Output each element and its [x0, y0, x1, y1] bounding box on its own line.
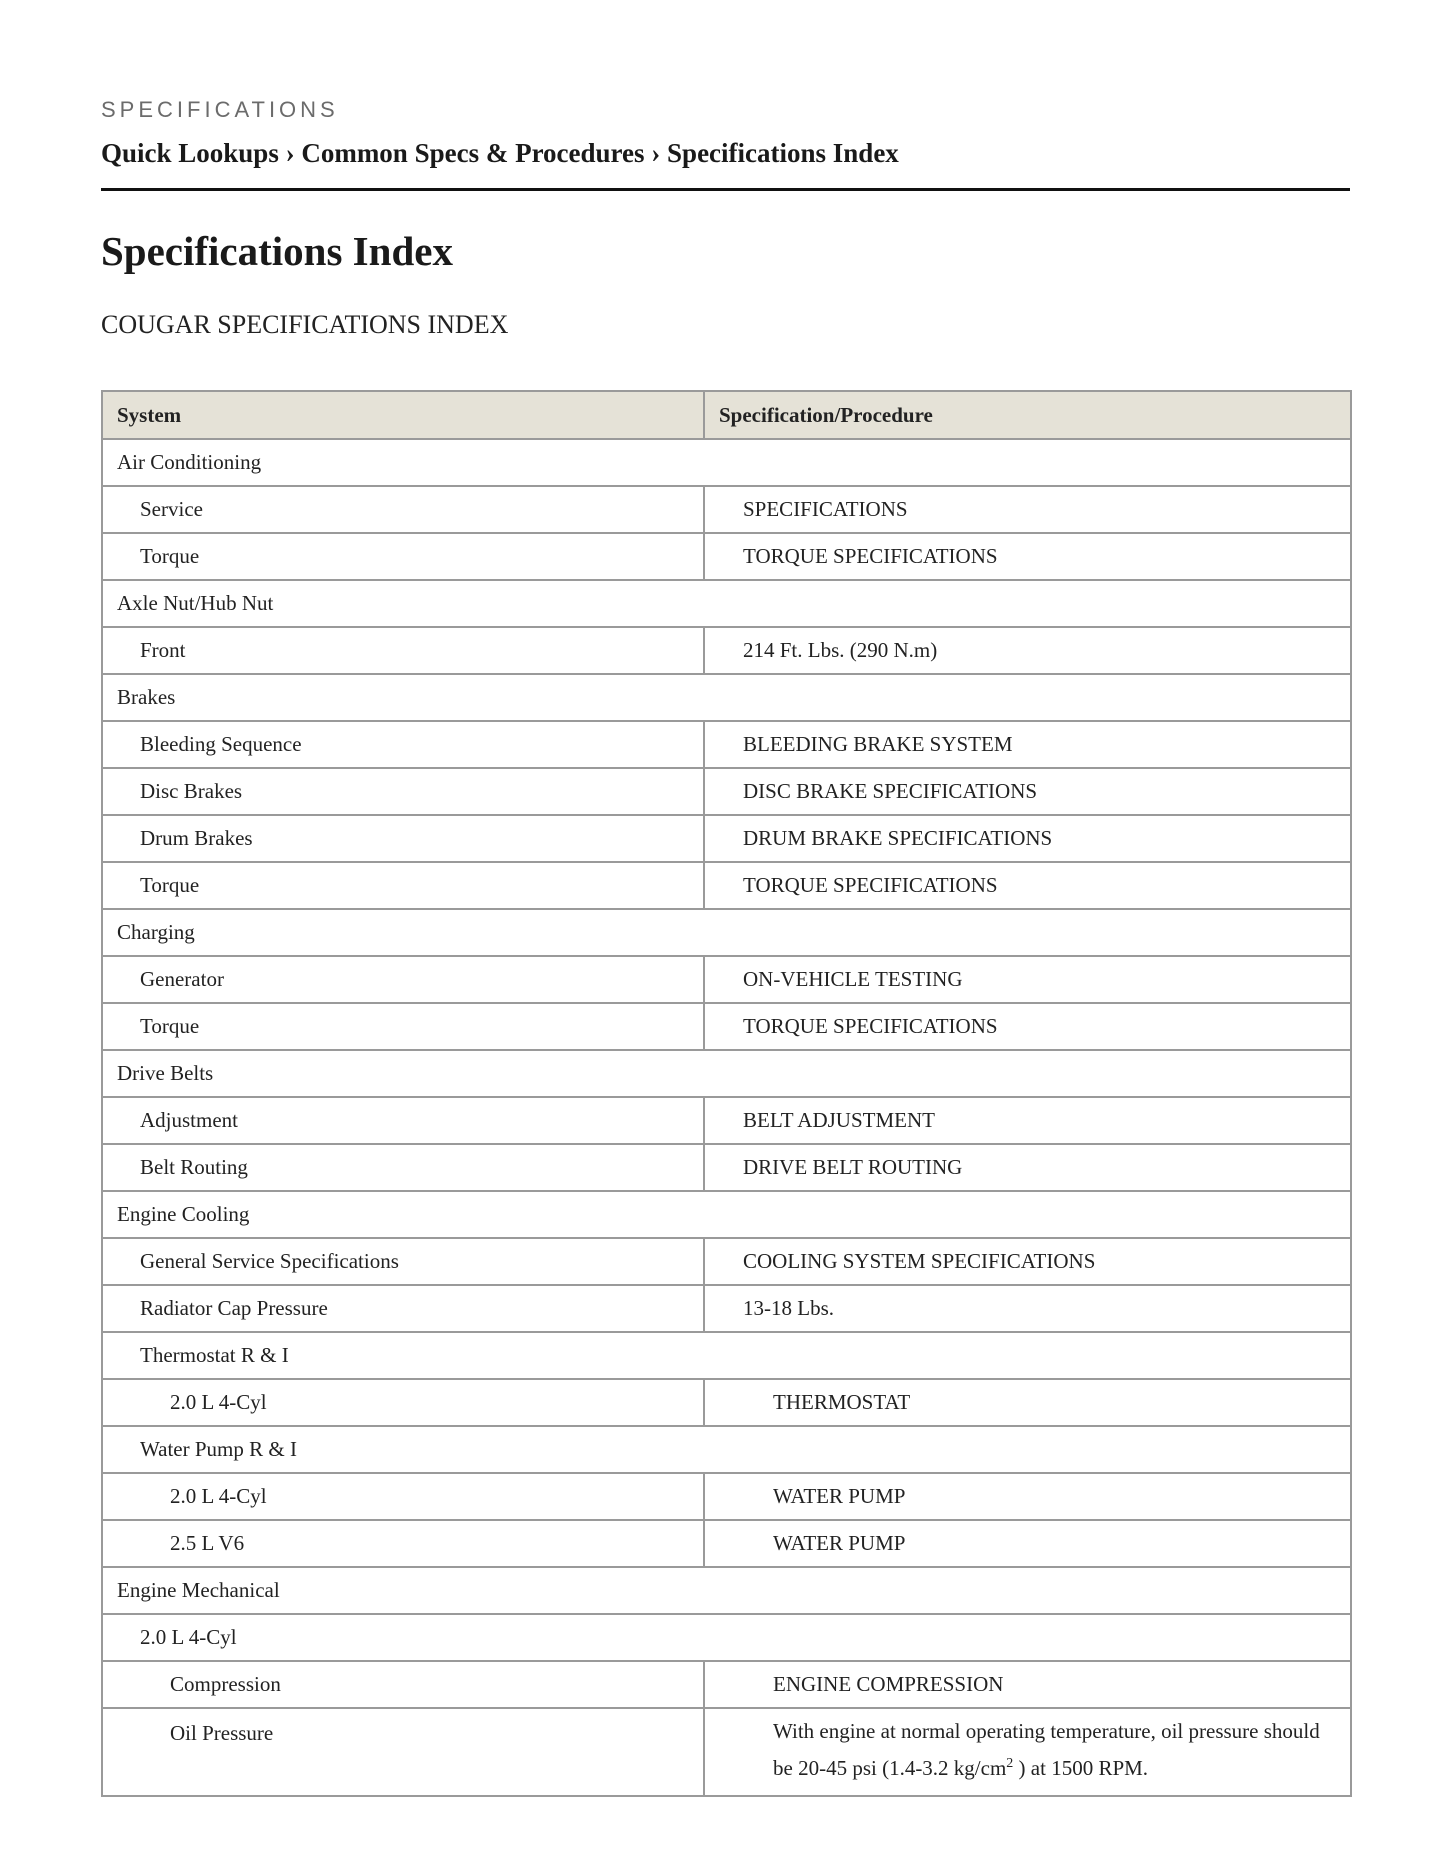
group-label: Brakes	[102, 674, 1351, 721]
system-cell: Belt Routing	[102, 1144, 704, 1191]
table-subgroup-row	[102, 1426, 1351, 1473]
table-row	[102, 1520, 1351, 1567]
table-row	[102, 862, 1351, 909]
spec-cell: BELT ADJUSTMENT	[704, 1097, 1351, 1144]
spec-cell: ENGINE COMPRESSION	[704, 1661, 1351, 1708]
group-label: Air Conditioning	[102, 439, 1351, 486]
subgroup-label: Water Pump R & I	[102, 1426, 1351, 1473]
spec-cell: TORQUE SPECIFICATIONS	[704, 862, 1351, 909]
table-row	[102, 627, 1351, 674]
table-row	[102, 1379, 1351, 1426]
table-group-row	[102, 439, 1351, 486]
group-label: Engine Cooling	[102, 1191, 1351, 1238]
system-cell: Bleeding Sequence	[102, 721, 704, 768]
table-row	[102, 1003, 1351, 1050]
spec-text-tail: ) at 1500 RPM.	[1013, 1756, 1149, 1780]
system-cell: Torque	[102, 862, 704, 909]
spec-text: With engine at normal operating temperature, oil pressure should be 20-45 psi (1.4-3.2 kg/cm	[773, 1719, 1320, 1780]
system-cell: Torque	[102, 533, 704, 580]
spec-cell: TORQUE SPECIFICATIONS	[704, 533, 1351, 580]
group-label: Drive Belts	[102, 1050, 1351, 1097]
system-cell: Disc Brakes	[102, 768, 704, 815]
column-header-spec: Specification/Procedure	[704, 391, 1351, 439]
table-group-row	[102, 909, 1351, 956]
table-row	[102, 956, 1351, 1003]
table-group-row	[102, 1191, 1351, 1238]
system-cell: 2.5 L V6	[102, 1520, 704, 1567]
system-cell: Adjustment	[102, 1097, 704, 1144]
specifications-table	[101, 390, 1352, 1797]
system-cell: 2.0 L 4-Cyl	[102, 1473, 704, 1520]
spec-cell: ON-VEHICLE TESTING	[704, 956, 1351, 1003]
system-cell: Generator	[102, 956, 704, 1003]
superscript: 2	[1006, 1756, 1014, 1771]
table-row	[102, 486, 1351, 533]
subgroup-label: 2.0 L 4-Cyl	[102, 1614, 1351, 1661]
system-cell: Service	[102, 486, 704, 533]
system-cell: Oil Pressure	[102, 1708, 704, 1796]
system-cell: Radiator Cap Pressure	[102, 1285, 704, 1332]
column-header-system: System	[102, 391, 704, 439]
table-row	[102, 815, 1351, 862]
spec-cell: DRUM BRAKE SPECIFICATIONS	[704, 815, 1351, 862]
table-row	[102, 1285, 1351, 1332]
spec-cell	[704, 1708, 1351, 1796]
group-label: Charging	[102, 909, 1351, 956]
spec-cell: SPECIFICATIONS	[704, 486, 1351, 533]
spec-cell: 13-18 Lbs.	[704, 1285, 1351, 1332]
table-subgroup-row	[102, 1332, 1351, 1379]
system-cell: 2.0 L 4-Cyl	[102, 1379, 704, 1426]
table-group-row	[102, 674, 1351, 721]
system-cell: General Service Specifications	[102, 1238, 704, 1285]
spec-cell: WATER PUMP	[704, 1473, 1351, 1520]
group-label: Axle Nut/Hub Nut	[102, 580, 1351, 627]
table-row	[102, 1097, 1351, 1144]
header-divider	[101, 188, 1350, 191]
table-row	[102, 768, 1351, 815]
system-cell: Compression	[102, 1661, 704, 1708]
spec-cell: TORQUE SPECIFICATIONS	[704, 1003, 1351, 1050]
spec-cell: BLEEDING BRAKE SYSTEM	[704, 721, 1351, 768]
table-row	[102, 533, 1351, 580]
table-group-row	[102, 1050, 1351, 1097]
page-title: Specifications Index	[101, 228, 453, 274]
spec-cell: COOLING SYSTEM SPECIFICATIONS	[704, 1238, 1351, 1285]
table-row	[102, 1473, 1351, 1520]
subgroup-label: Thermostat R & I	[102, 1332, 1351, 1379]
table-row	[102, 1238, 1351, 1285]
table-group-row	[102, 1567, 1351, 1614]
spec-cell: DRIVE BELT ROUTING	[704, 1144, 1351, 1191]
spec-cell: DISC BRAKE SPECIFICATIONS	[704, 768, 1351, 815]
table-row	[102, 721, 1351, 768]
table-header-row	[102, 391, 1351, 439]
spec-cell: 214 Ft. Lbs. (290 N.m)	[704, 627, 1351, 674]
table-group-row	[102, 580, 1351, 627]
spec-cell: WATER PUMP	[704, 1520, 1351, 1567]
group-label: Engine Mechanical	[102, 1567, 1351, 1614]
table-row	[102, 1661, 1351, 1708]
table-subgroup-row	[102, 1614, 1351, 1661]
system-cell: Torque	[102, 1003, 704, 1050]
page-subtitle: COUGAR SPECIFICATIONS INDEX	[101, 310, 509, 339]
system-cell: Front	[102, 627, 704, 674]
section-label: SPECIFICATIONS	[101, 97, 339, 122]
spec-cell: THERMOSTAT	[704, 1379, 1351, 1426]
table-row	[102, 1708, 1351, 1796]
table-row	[102, 1144, 1351, 1191]
system-cell: Drum Brakes	[102, 815, 704, 862]
breadcrumb: Quick Lookups › Common Specs & Procedures › Specifications Index	[101, 138, 899, 168]
